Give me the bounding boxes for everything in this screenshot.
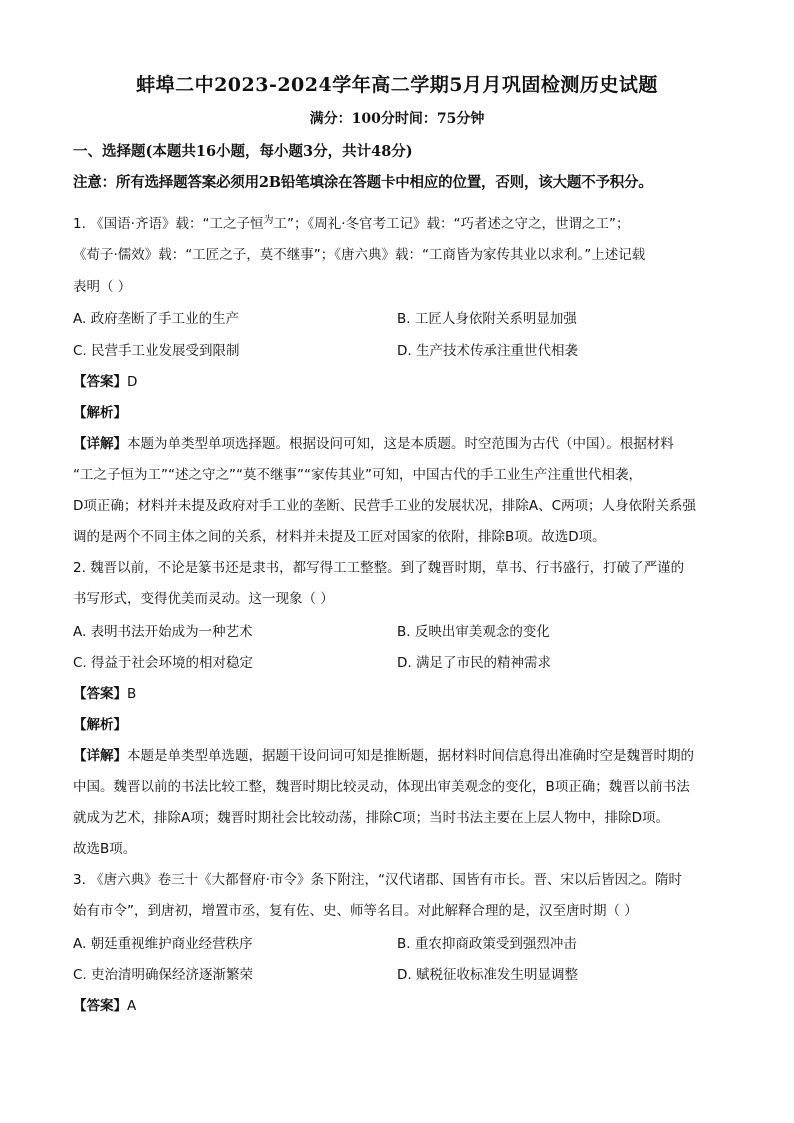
exam-meta: 满分：100分时间：75分钟 — [309, 111, 485, 127]
question-2-option-b: B. 反映出审美观念的变化 — [397, 624, 550, 640]
question-3-stem-line-1: 3. 《唐六典》卷三十《大都督府·市令》条下附注，“汉代诸郡、国皆有市长。晋、宋以后皆因之。隋时 — [73, 872, 682, 888]
question-3-answer: 【答案】A — [73, 998, 137, 1014]
question-1-detail-line-4: 调的是两个不同主体之间的关系，材料并未提及工匠对国家的依附，排除B项。故选D项。 — [73, 529, 606, 545]
question-2-option-c: C. 得益于社会环境的相对稳定 — [73, 655, 254, 671]
section-heading: 一、选择题(本题共16小题，每小题3分，共计48分) — [73, 143, 413, 160]
question-1-stem-line-3: 表明（ ） — [73, 279, 132, 295]
question-3-option-c: C. 吏治清明确保经济逐渐繁荣 — [73, 967, 254, 983]
question-1-option-d: D. 生产技术传承注重世代相袭 — [397, 343, 578, 359]
question-2-answer: 【答案】B — [73, 686, 137, 702]
question-1-stem-line-1: 1. 《国语·齐语》载：“工之子恒$^为$工”；《周礼·冬官考工记》载：“巧者述之守之，世谓之工”； — [73, 215, 630, 232]
question-3-option-d: D. 赋税征收标准发生明显调整 — [397, 967, 578, 983]
question-3-option-a: A. 朝廷重视维护商业经营秩序 — [73, 936, 253, 952]
question-1-detail-line-1: 【详解】本题为单类型单项选择题。根据设问可知，这是本质题。时空范围为古代（中国）。根据材料 — [73, 436, 674, 452]
question-1-option-c: C. 民营手工业发展受到限制 — [73, 343, 240, 359]
question-1-sup: 为 — [263, 215, 274, 226]
question-1-stem-line-2: 《荀子·儒效》载：“工匠之子，莫不继事”；《唐六典》载：“工商皆为家传其业以求利。”上述记载 — [73, 247, 646, 263]
section-notice: 注意：所有选择题答案必须用2B铅笔填涂在答题卡中相应的位置，否则，该大题不予积分。 — [73, 174, 653, 191]
question-3-stem-line-2: 始有市令”，到唐初，增置市丞，复有佐、史、师等名目。对此解释合理的是，汉至唐时期（ ） — [73, 903, 638, 919]
question-2-detail-line-4: 故选B项。 — [73, 841, 137, 857]
question-2-stem-line-1: 2. 魏晋以前，不论是篆书还是隶书，都写得工工整整。到了魏晋时期，草书、行书盛行，打破了严谨的 — [73, 560, 685, 576]
question-2-analysis-label: 【解析】 — [73, 717, 127, 733]
question-2-option-a: A. 表明书法开始成为一种艺术 — [73, 624, 253, 640]
exam-title: 蚌埠二中2023-2024学年高二学期5月月巩固检测历史试题 — [136, 74, 658, 96]
question-2-detail-line-2: 中国。魏晋以前的书法比较工整，魏晋时期比较灵动，体现出审美观念的变化，B项正确；魏晋以前书法 — [73, 779, 690, 795]
question-3-option-b: B. 重农抑商政策受到强烈冲击 — [397, 936, 577, 952]
question-2-stem-line-2: 书写形式，变得优美而灵动。这一现象（ ） — [73, 591, 334, 607]
question-1-option-b: B. 工匠人身依附关系明显加强 — [397, 311, 577, 327]
question-1-detail-line-2: “工之子恒为工”“述之守之”“莫不继事”“家传其业”可知，中国古代的手工业生产注重世代相袭， — [73, 467, 642, 483]
question-1-detail-line-3: D项正确；材料并未提及政府对手工业的垄断、民营手工业的发展状况，排除A、C两项；人身依附关系强 — [73, 498, 697, 514]
question-2-detail-line-1: 【详解】本题是单类型单选题，据题干设问词可知是推断题，据材料时间信息得出准确时空是魏晋时期的 — [73, 748, 694, 764]
question-2-option-d: D. 满足了市民的精神需求 — [397, 655, 551, 671]
question-1-option-a: A. 政府垄断了手工业的生产 — [73, 311, 240, 327]
question-1-analysis-label: 【解析】 — [73, 405, 127, 421]
question-1-answer: 【答案】D — [73, 374, 138, 390]
question-2-detail-line-3: 就成为艺术，排除A项；魏晋时期社会比较动荡，排除C项；当时书法主要在上层人物中，排除D项。 — [73, 810, 670, 826]
